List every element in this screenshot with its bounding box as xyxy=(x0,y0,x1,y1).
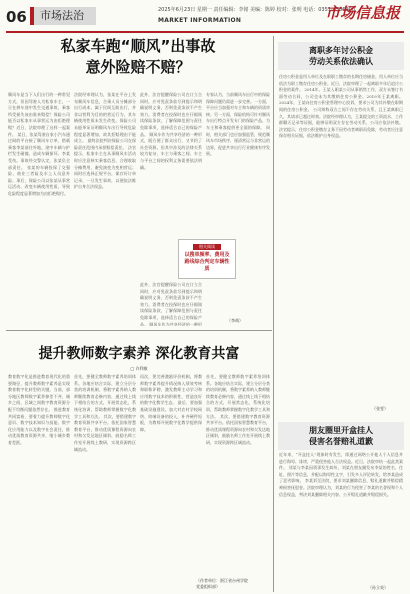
article1-author: （李萌） xyxy=(227,318,243,323)
article1-column-4: 专家认为，当前顺风车出行中的保险保障问题仍需进一步完善。一方面，平台应当加强对车主和车辆的资质审核；另一方面，保险机构可针对顺风车出行特点开发专门的保险产品，为车主和乘客提供更全面的保障。 同时，相关部门也应加强监管，规范顺风车市场秩序，厘清营运与非营运的边界，促进共享出行行业健康有序发展。 xyxy=(206,92,270,157)
page-number: 06 xyxy=(6,8,27,26)
article2-headline: 提升教师数字素养 深化教育共富 xyxy=(38,346,240,362)
section-english: MARKET INFORMATION xyxy=(158,17,242,24)
article2-byline: □ 许利敏 xyxy=(130,366,148,371)
article1-headline xyxy=(6,36,270,86)
page-header xyxy=(0,0,410,34)
right1-body: 住房公积金是用人单位及在职职工缴存的长期住房储金。用人单位应当依法为职工缴存住房公积金。近日，法院审理了一起离职多年后追讨公积金的案件。 2014年，王某入职某公司从事销售工作，双方未签订书面劳动合同，公司也未为其缴纳住房公积金。2019年王某离职。2024年，王某向住房公积金管理中心投诉，要求公司为其补缴在职期间的住房公积金。 公司辩称双方之间不存在劳动关系，且王某离职已久，其请求已超过时效。法院经审理认为，王某提交的工资流水、工作群聊天记录等证据，能够证明双方存在劳动关系，公司应依法补缴。 法官提示，住房公积金缴存义务不因劳动者离职而免除，劳动者应注意保存相关证据，依法维护自身权益。 xyxy=(279,74,403,139)
article2-column-1: 教育数字化是推进教育现代化的重要路径，提升教师数字素养是实现教育数字化转型的关键。当前，部分地区教师数字素养参差不齐，城乡之间、区域之间数字教育资源分配不均衡问题依然存在。 推进教育共同富裕，要着力提升教师数字化意识、数字技术知识与技能、数字化应用能力以及数字社会责任，推动优质教育资源共享，缩小城乡教育差距。 xyxy=(8,374,70,445)
right2-headline-line2: 侵害名誉赔礼道歉 xyxy=(309,437,373,446)
right2-author: （孙立英） xyxy=(368,585,388,590)
article2-column-3: 再次，要完善激励评价机制。将教师数字素养提升情况纳入绩效考核和职称评聘，激发教师主动学习和应用数字技术的积极性，营造良好的数字化教学生态。 最后，要加强基础设施建设。加大对农村学校网络、终端设备的投入，补齐硬件短板，为教师开展数字化教学提供保障。 xyxy=(140,374,202,432)
right1-headline-line2: 劳动关系依法确认 xyxy=(309,57,373,66)
article1-column-1: 顺风车是当下人们出行的一种常见方式，但因驾驶人为私家车主，一旦在拼车途中发生交通事故，乘客所受损失该由谁来赔偿？保险公司能否以私家车从事营运为由拒绝理赔？近日，法院审理了这样一起案件。 某日，张某驾驶自家小汽车通过网约平台接了顺风车订单，搭载乘客李某前往外地。途中车辆与护栏发生碰撞，造成车辆损坏、李某受伤。事故经交警认定，张某负全部责任。 张某的车辆投保了交强险、商业三者险及车上人员意外险。事后，保险公司以张某从事营运活动、改变车辆使用性质、导致危险程度显著增加为由拒绝赔付。 xyxy=(8,92,70,196)
right2-headline-line1: 朋友圈里开盒挂人 xyxy=(309,426,373,435)
article2-author-line1: （作者单位：浙江省台州学院 xyxy=(196,578,248,583)
masthead-logo: 市场信息报 xyxy=(324,4,400,22)
article2-column-4: 首先，要健全教师数字素养培训体系。各地应结合实际，建立分层分类的培训机制，将数字素养纳入教师继续教育必修内容，通过线上线下相结合的方式，开展常态化、系统化培训，帮助教师掌握数字化教学工具和方法。 其次，要搭建数字教育资源共享平台。依托国家智慧教育平台，推动优质课程资源向农村和欠发达地区倾斜，鼓励名师工作室开展线上教研，实现资源跨区域流动。 xyxy=(206,374,270,445)
article2-author xyxy=(196,578,248,590)
right1-headline-line1: 离职多年讨公积金 xyxy=(309,46,373,55)
right2-body: 近年来，“开盒挂人”现象时有发生，即通过网络公开他人个人信息并进行侮辱、诽谤，严重侵害他人合法权益。近日，法院审结一起此类案件。 刘某与李某因琐事发生纠纷，刘某在朋友圈发布李某的姓名、住址、照片等信息，并配以侮辱性文字，引发多人评论转发，给李某造成了恶劣影响。 李某诉至法院，要求刘某删除信息、赔礼道歉并赔偿精神损害抚慰金。法院审理认为，刘某的行为侵害了李某的名誉权和个人信息权益，判决刘某删除相关内容、公开赔礼道歉并赔偿损失。 xyxy=(279,452,403,497)
article1-column-3b: 此外，法官提醒保险公司在订立合同时，应对免责条款尽到提示和明确说明义务，否则免责条款不产生效力。消费者在投保时也应仔细阅读保险条款，了解保障范围与责任免除事项，选择适合自己的保险产品。 顺风车作为共享经济的一种形 xyxy=(140,282,202,326)
related-reading-text: 以搜单频率、费用及路线综合判定车辆性质 xyxy=(184,252,230,272)
section-tag: 市场法治 xyxy=(30,7,96,25)
related-reading-tag: 相关阅读 xyxy=(193,244,221,250)
related-reading-box xyxy=(178,239,236,279)
dateline: 2025年6月23日 星期一 责任编辑：李铭 美编：陈婷 校对：张明 电话：0351-4566000 xyxy=(158,7,356,13)
article1-column-2: 法院经审理认为，张某在平台上发布顺风车信息，合乘人员分摊部分出行成本，属于民间互助出行，并非以营利为目的的营运行为，其车辆使用性质未发生改变。保险公司未能举证证明顺风车出行导致危险程度显著增加，故其拒赔理由不能成立。 最终法院判决保险公司在保险责任范围内承担赔偿责任。 法官提示，私家车主在从事顺风车活动时应注意核实乘客信息、合理收取分摊费用，避免演变为变相营运；同时应选择正规平台，保存好订单记录，一旦发生事故，以便依法维护自身合法权益。 xyxy=(74,92,136,190)
right1-headline xyxy=(278,42,404,70)
article2-author-line2: 党委组织部） xyxy=(196,584,220,589)
header-rule xyxy=(6,31,404,33)
article1-headline-line1: 私家车跑“顺风”出事故 xyxy=(60,37,216,55)
article2-column-2: 首先，要健全教师数字素养培训体系。各地应结合实际，建立分层分类的培训机制，将数字素养纳入教师继续教育必修内容，通过线上线下相结合的方式，开展常态化、系统化培训，帮助教师掌握数字化教学工具和方法。 其次，要搭建数字教育资源共享平台。依托国家智慧教育平台，推动优质课程资源向农村和欠发达地区倾斜，鼓励名师工作室开展线上教研，实现资源跨区域流动。 xyxy=(74,374,136,452)
horizontal-divider xyxy=(6,330,272,331)
vertical-divider xyxy=(273,36,274,592)
article1-headline-line2: 意外险赔不赔？ xyxy=(85,58,191,76)
right1-author: （张雯） xyxy=(372,406,388,411)
article1-column-3: 此外，法官提醒保险公司在订立合同时，应对免责条款尽到提示和明确说明义务，否则免责条款不产生效力。消费者在投保时也应仔细阅读保险条款，了解保障范围与责任免除事项，选择适合自己的保险产品。 顺风车作为共享经济的一种形式，既方便了群众出行，又节约了社会资源。但其中涉及的法律关系较为复杂，车主与乘客之间、车主与平台之间的权利义务需要依法明确。 xyxy=(140,92,202,170)
right2-headline xyxy=(278,422,404,450)
